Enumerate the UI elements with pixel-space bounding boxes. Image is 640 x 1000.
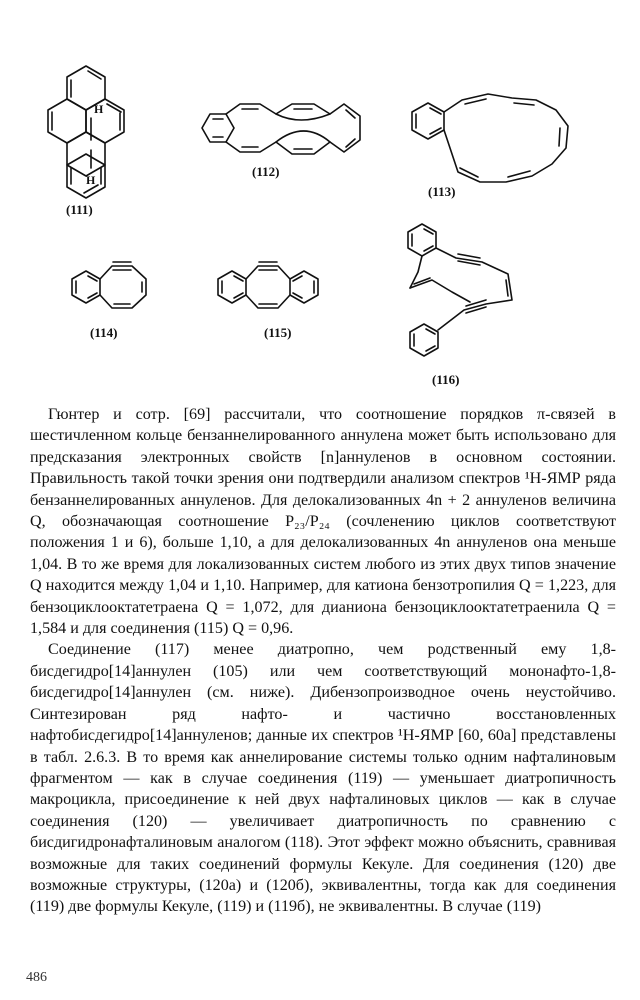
caption-112: (112) bbox=[252, 164, 280, 179]
structure-111 bbox=[48, 66, 124, 217]
structure-116 bbox=[408, 224, 512, 387]
caption-114: (114) bbox=[90, 325, 118, 340]
caption-113: (113) bbox=[428, 184, 456, 199]
page-number: 486 bbox=[26, 970, 47, 985]
caption-115: (115) bbox=[264, 325, 292, 340]
structure-115 bbox=[218, 262, 318, 340]
caption-116: (116) bbox=[432, 372, 460, 387]
structure-112 bbox=[202, 104, 360, 179]
atom-h-top: H bbox=[94, 102, 104, 116]
structure-figure bbox=[0, 0, 640, 395]
body-text bbox=[30, 404, 616, 918]
atom-h-bottom: H bbox=[86, 173, 96, 187]
chemical-structures bbox=[0, 0, 640, 395]
paragraph-1: Гюнтер и сотр. [69] рассчитали, что соотношение порядков π-связей в шестичленном кольце бензаннелированного аннулена может быть использовано для предсказания электронных свойств [n]аннуленов в основном состоянии. Правильность такой точки зрения они подтвердили анализом спектров ¹H-ЯМР ряда бензаннелированных аннуленов. Для делокализованных 4n + 2 аннуленов величина Q, обозначающая соотношение P₂₃/P₂₄ (сочленению циклов соответствуют положения 1 и 6), больше 1,10, а для делокализованных 4n аннуленов она меньше 1,04. В то же время для локализованных систем любого из этих двух типов значение Q находится между 1,04 и 1,10. Например, для катиона бензотропилия Q = 1,223, для бензоциклооктатетраена Q = 1,072, для дианиона бензоциклооктатетраенила Q = 1,584 и для соединения (115) Q = 0,96. bbox=[30, 406, 616, 638]
paragraph-2: Соединение (117) менее диатропно, чем родственный ему 1,8-бисдегидро[14]аннулен (105) или чем соответствующий мононафто-1,8-бисдегидро[14]аннулен (см. ниже). Дибензопроизводное очень неустойчиво. Синтезирован ряд нафто- и частично восстановленных нафтобисдегидро[14]аннуленов; данные их спектров ¹H-ЯМР [60, 60а] представлены в табл. 2.6.3. В то время как аннелирование системы только одним нафталиновым фрагментом — как в случае соединения (119) — уменьшает диатропичность макроцикла, присоединение к ней двух нафталиновых циклов — как в случае соединения (120) — увеличивает диатропичность по сравнению с бисдигидронафталиновым аналогом (118). Этот эффект можно объяснить, сравнивая возможные для таких соединений формулы Кекуле. Для соединения (120) две возможные структуры, (120а) и (120б), эквивалентны, тогда как для соединения (119) две формулы Кекуле, (119) и (119б), не эквивалентны. В случае (119) bbox=[30, 641, 616, 916]
structure-113 bbox=[412, 94, 568, 199]
caption-111: (111) bbox=[66, 202, 93, 217]
structure-114 bbox=[72, 262, 146, 340]
